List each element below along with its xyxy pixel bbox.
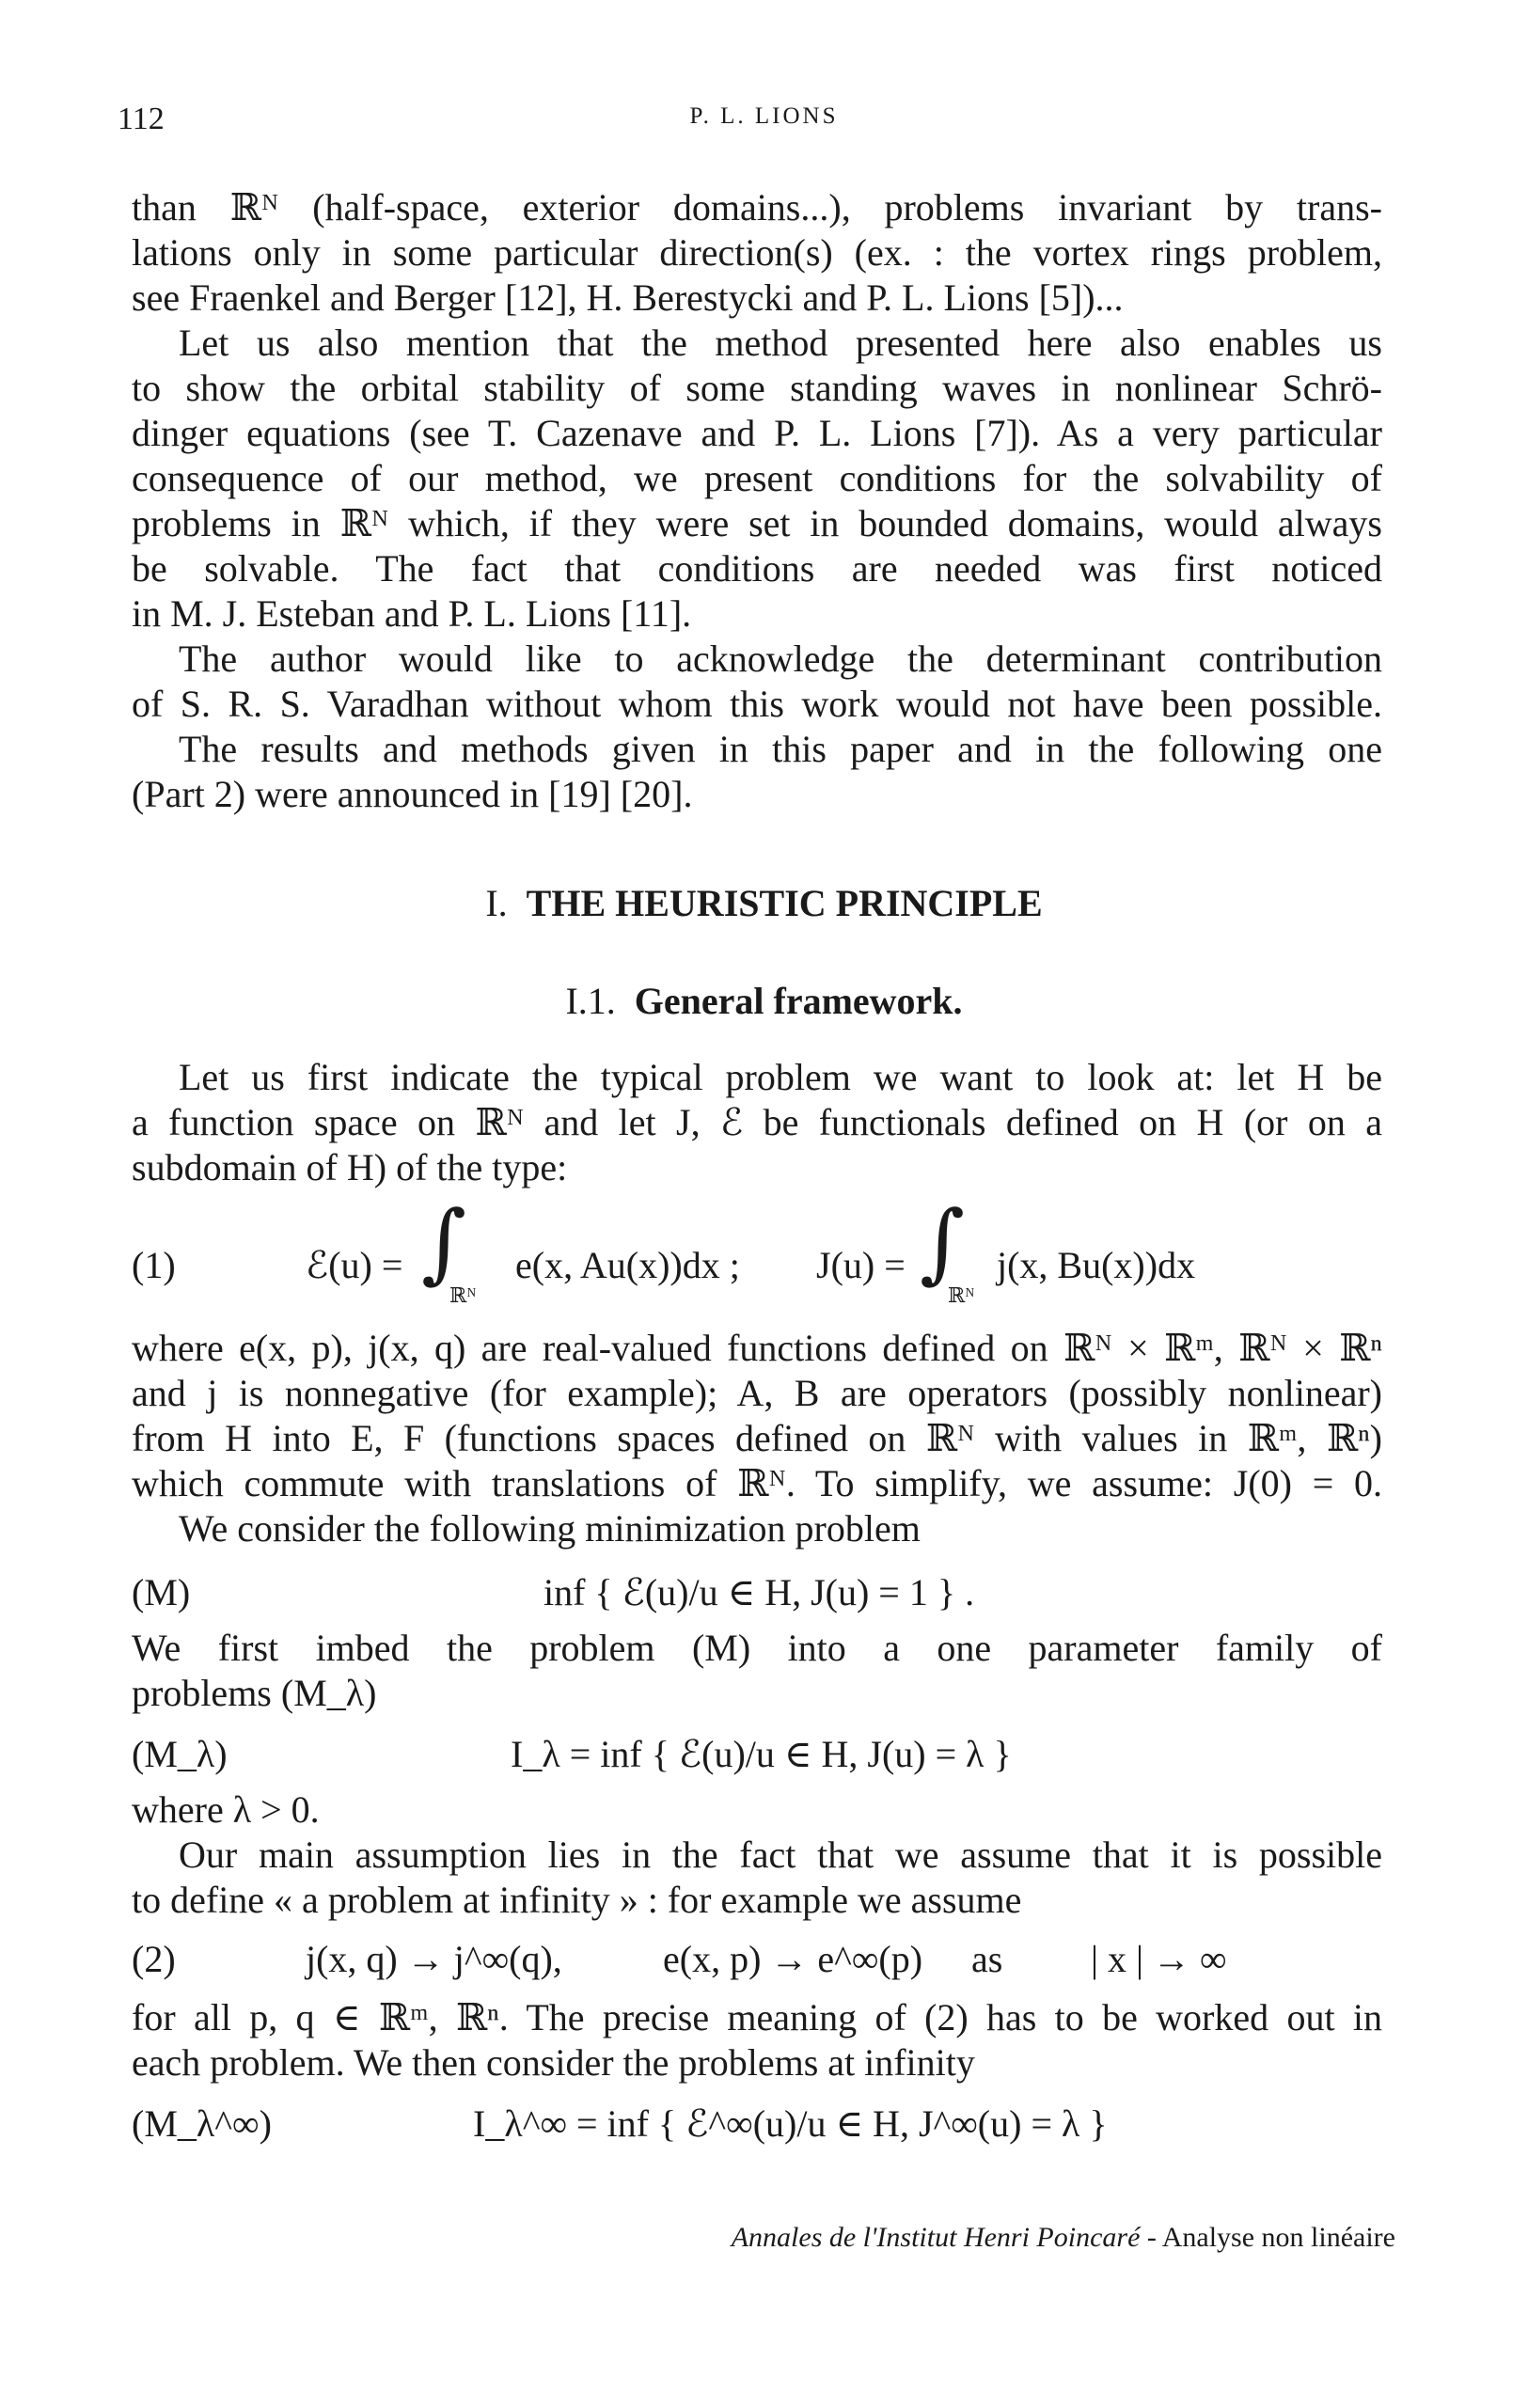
body-line: where e(x, p), j(x, q) are real-valued functions defined on ℝᴺ × ℝᵐ, ℝᴺ × ℝⁿ <box>132 1327 1382 1369</box>
body-line: to define « a problem at infinity » : for example we assume <box>132 1879 1022 1921</box>
body-line: lations only in some particular direction(s) (ex. : the vortex rings problem, <box>132 231 1382 274</box>
body-line: for all p, q ∈ ℝᵐ, ℝⁿ. The precise meaning of (2) has to be worked out in <box>132 1996 1382 2038</box>
eqM-expr: inf { ℰ(u)/u ∈ H, J(u) = 1 } . <box>543 1571 975 1613</box>
body-line: which commute with translations of ℝᴺ. To simplify, we assume: J(0) = 0. <box>132 1462 1382 1504</box>
body-line: The author would like to acknowledge the determinant contribution <box>179 637 1382 680</box>
integral-sign: ∫ <box>421 1192 466 1293</box>
subsection-title: General framework. <box>634 980 963 1022</box>
body-line: and j is nonnegative (for example); A, B are operators (possibly nonlinear) <box>132 1372 1382 1414</box>
body-line: problems in ℝᴺ which, if they were set in bounded domains, would always <box>132 502 1382 544</box>
body-line: in M. J. Esteban and P. L. Lions [11]. <box>132 592 692 635</box>
eq1-label: (1) <box>132 1244 176 1286</box>
page-number: 112 <box>118 102 165 136</box>
eq2-part1: j(x, q) → j^∞(q), <box>306 1938 562 1980</box>
body-line: than ℝᴺ (half-space, exterior domains...), problems invariant by trans- <box>132 186 1382 228</box>
body-line: problems (M_λ) <box>132 1672 377 1714</box>
eq1-integrand2: j(x, Bu(x))dx <box>997 1244 1196 1286</box>
body-line: We first imbed the problem (M) into a one parameter family of <box>132 1627 1382 1669</box>
body-line: each problem. We then consider the problems at infinity <box>132 2041 975 2084</box>
body-line: a function space on ℝᴺ and let J, ℰ be functionals defined on H (or on a <box>132 1101 1382 1143</box>
body-line: dinger equations (see T. Cazenave and P. L. Lions [7]). As a very particular <box>132 412 1382 454</box>
eqMinf-expr: I_λ^∞ = inf { ℰ^∞(u)/u ∈ H, J^∞(u) = λ } <box>473 2102 1108 2145</box>
eq1-domain: ℝᴺ <box>948 1283 975 1307</box>
journal-series: - Analyse non linéaire <box>1140 2222 1395 2253</box>
body-line: subdomain of H) of the type: <box>132 1146 568 1188</box>
eqMl-label: (M_λ) <box>132 1733 228 1775</box>
eq2-part2: e(x, p) → e^∞(p) <box>663 1938 923 1980</box>
body-line: where λ > 0. <box>132 1788 320 1831</box>
eq1-lhs1: ℰ(u) = <box>306 1244 403 1286</box>
journal-footer <box>732 2222 1395 2254</box>
eqM-label: (M) <box>132 1571 191 1613</box>
integral-sign: ∫ <box>920 1192 965 1293</box>
body-line: (Part 2) were announced in [19] [20]. <box>132 773 693 815</box>
eq2-part4: | x | → ∞ <box>1091 1938 1227 1980</box>
eqMinf-label: (M_λ^∞) <box>132 2102 272 2145</box>
eq2-label: (2) <box>132 1938 176 1980</box>
section-title: THE HEURISTIC PRINCIPLE <box>526 882 1043 924</box>
journal-name: Annales de l'Institut Henri Poincaré <box>731 2222 1141 2253</box>
eq1-integrand1: e(x, Au(x))dx ; <box>515 1244 740 1286</box>
body-line: The results and methods given in this paper and in the following one <box>179 728 1382 770</box>
eq2-part3: as <box>971 1938 1003 1980</box>
body-line: from H into E, F (functions spaces defined on ℝᴺ with values in ℝᵐ, ℝⁿ) <box>132 1417 1382 1459</box>
body-line: consequence of our method, we present conditions for the solvability of <box>132 457 1382 499</box>
subsection-heading <box>0 979 1528 1023</box>
section-heading <box>0 881 1528 925</box>
body-line: of S. R. S. Varadhan without whom this work would not have been possible. <box>132 683 1382 725</box>
body-line: see Fraenkel and Berger [12], H. Berestycki and P. L. Lions [5])... <box>132 276 1124 319</box>
running-title: P. L. LIONS <box>689 103 839 129</box>
section-number: I. <box>485 882 508 924</box>
body-line: Let us also mention that the method presented here also enables us <box>179 322 1382 364</box>
subsection-number: I.1. <box>565 980 616 1022</box>
eqMl-expr: I_λ = inf { ℰ(u)/u ∈ H, J(u) = λ } <box>511 1733 1012 1775</box>
body-line: to show the orbital stability of some standing waves in nonlinear Schrö- <box>132 367 1382 409</box>
body-line: Let us first indicate the typical problem we want to look at: let H be <box>179 1056 1382 1098</box>
body-line: Our main assumption lies in the fact that we assume that it is possible <box>179 1834 1382 1876</box>
eq1-lhs2: J(u) = <box>816 1244 906 1286</box>
body-line: We consider the following minimization problem <box>179 1507 921 1550</box>
body-line: be solvable. The fact that conditions are needed was first noticed <box>132 547 1382 590</box>
eq1-domain: ℝᴺ <box>449 1283 477 1307</box>
